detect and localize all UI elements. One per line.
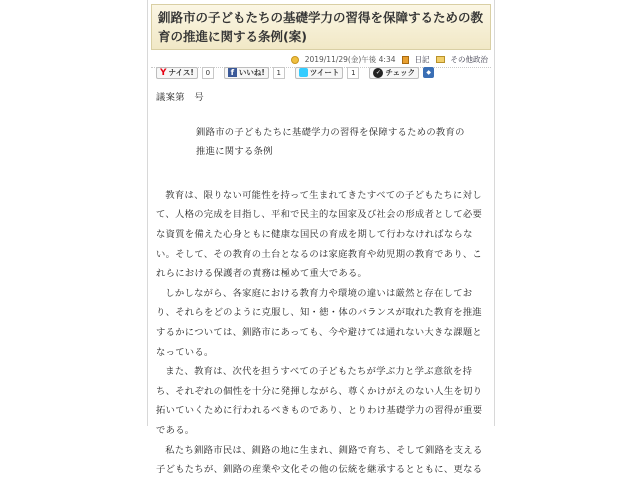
folder-icon — [436, 56, 445, 63]
diary-link[interactable]: 日記 — [414, 55, 430, 64]
diary-icon — [402, 56, 409, 64]
category-link[interactable]: その他政治 — [450, 55, 488, 64]
bill-number: 議案第 号 — [156, 92, 204, 103]
preamble-paragraph: しかしながら、各家庭における教育力や環境の違いは厳然と存在しており、それらをどのように克服し、知・徳・体のバランスが取れた教育を推進するかについては、釧路市にあっても、今や避けては通れない大きな課題となっている。 — [156, 287, 483, 358]
yahoo-nice-label: ナイス! — [168, 68, 194, 77]
blog-article-frame — [147, 0, 495, 476]
post-timestamp: 2019/11/29(金)午後 4:34 — [304, 55, 396, 64]
facebook-icon: f — [228, 68, 237, 77]
preamble-paragraph: 教育は、限りない可能性を持って生まれてきたすべての子どもたちに対して、人格の完成を目指し、平和で民主的な国家及び社会の形成者として必要な資質を備えた心身ともに健康な国民の育成を期して行わなければならない。そして、その教育の土台となるのは家庭教育や幼児期の教育であり、これらにおける保護者の責務は極めて重大である。 — [156, 189, 483, 280]
yahoo-icon: Y — [160, 67, 167, 78]
social-buttons — [156, 66, 434, 79]
facebook-like-count: 1 — [273, 67, 285, 79]
clock-icon — [291, 56, 299, 64]
facebook-like-button[interactable] — [224, 67, 269, 79]
yahoo-nice-count: 0 — [202, 67, 214, 79]
bill-document — [156, 86, 486, 480]
article-title: 釧路市の子どもたちの基礎学力の習得を保障するための教育の推進に関する条例(案) — [151, 4, 491, 50]
tweet-count: 1 — [347, 67, 359, 79]
share-icon[interactable]: ◆ — [423, 67, 434, 78]
mixi-check-button[interactable] — [369, 67, 419, 79]
check-icon: ✓ — [373, 68, 383, 78]
yahoo-nice-button[interactable] — [156, 67, 198, 79]
preamble-paragraph: また、教育は、次代を担うすべての子どもたちが学ぶ力と学ぶ意欲を持ち、それぞれの個性を十分に発揮しながら、尊くかけがえのない人生を切り拓いていくために行われるべきものであり、とりわけ基礎学力の習得が重要である。 — [156, 366, 483, 436]
preamble-paragraph: 私たち釧路市民は、釧路の地に生まれ、釧路で育ち、そして釧路を支える子どもたちが、釧路の産業や文化その他の伝統を継承するとともに、更なる — [156, 444, 483, 476]
tweet-label: ツイート — [309, 68, 340, 77]
article-meta — [291, 53, 488, 66]
law-title: 釧路市の子どもたちに基礎学力の習得を保障するための教育の推進に関する条例 — [196, 126, 465, 158]
facebook-like-label: いいね! — [238, 68, 265, 77]
check-label: チェック — [385, 68, 416, 77]
twitter-bird-icon — [299, 68, 308, 77]
tweet-button[interactable] — [295, 67, 344, 79]
